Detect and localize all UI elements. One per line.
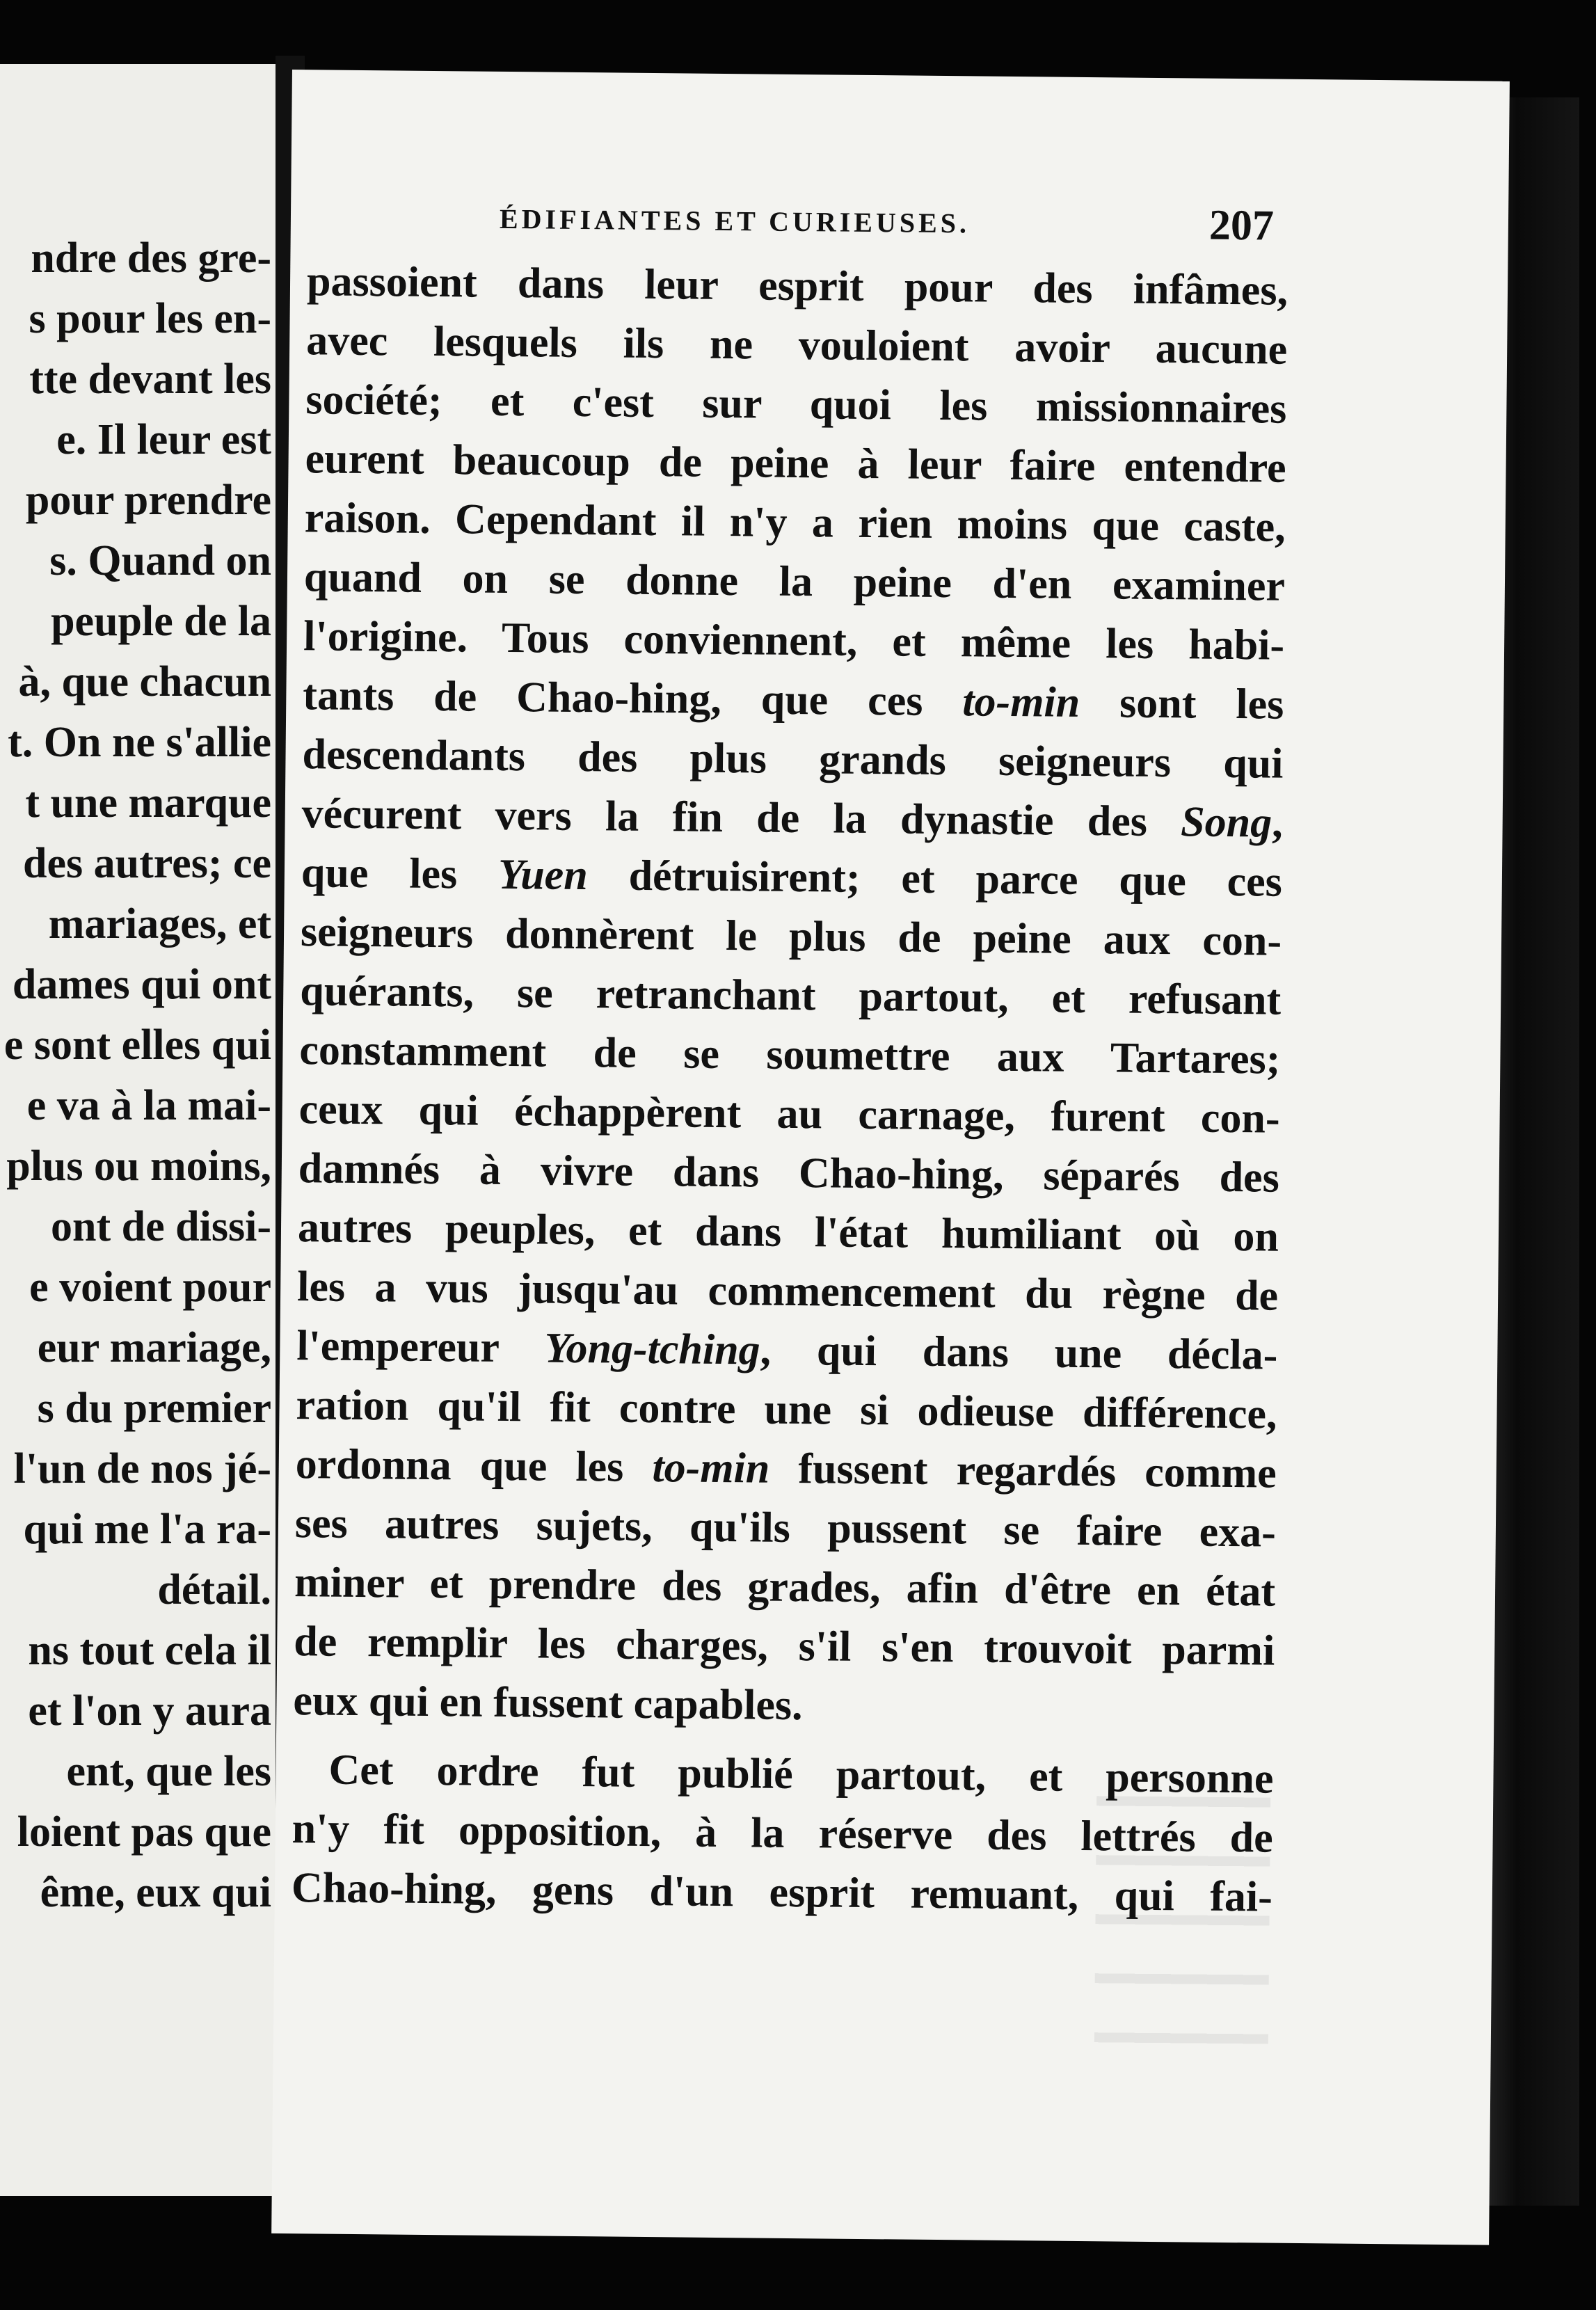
text-line: ses autres sujets, qu'ils pussent se faire exa-: [294, 1499, 1277, 1556]
left-page-line: à, que chacun: [18, 658, 271, 706]
left-page-line: et l'on y aura: [28, 1687, 271, 1735]
left-page-line: e sont elles qui: [3, 1021, 271, 1069]
text-line: ration qu'il fit contre une si odieuse différence,: [296, 1381, 1277, 1438]
text-line: quérants, se retranchant partout, et refusant: [299, 967, 1282, 1024]
text-line: l'origine. Tous conviennent, et même les habi-: [303, 612, 1285, 669]
left-page-line: mariages, et: [48, 900, 271, 948]
left-page-line: dames qui ont: [12, 961, 271, 1008]
text-line: ordonna que les to-min fussent regardés comme: [295, 1440, 1277, 1497]
text-line: raison. Cependant il n'y a rien moins que caste,: [304, 494, 1286, 551]
left-page-line: des autres; ce: [23, 840, 271, 887]
left-page-line: loient pas que: [17, 1808, 271, 1856]
left-page-line: e va à la mai-: [26, 1082, 271, 1129]
left-page-line: l'un de nos jé-: [13, 1445, 271, 1492]
text-line: Cet ordre fut publié partout, et personne: [328, 1746, 1274, 1803]
text-line: les a vus jusqu'au commencement du règne de: [296, 1263, 1279, 1320]
left-page-line: s pour les en-: [29, 295, 271, 342]
text-line: tants de Chao-hing, que ces to-min sont les: [303, 671, 1284, 728]
text-line: Chao-hing, gens d'un esprit remuant, qui fai-: [291, 1864, 1273, 1921]
text-line: eurent beaucoup de peine à leur faire entendre: [305, 435, 1286, 492]
text-line: société; et c'est sur quoi les missionnaires: [305, 376, 1287, 433]
text-line: n'y fit opposition, à la réserve des lettrés de: [292, 1805, 1273, 1862]
left-page-line: t. On ne s'allie: [8, 719, 271, 766]
left-page-line: ême, eux qui: [40, 1869, 271, 1916]
left-page-fragment: [0, 64, 282, 2196]
page-number: 207: [1208, 201, 1275, 250]
text-line: eux qui en fussent capables.: [293, 1677, 803, 1730]
left-page-line: eur mariage,: [37, 1324, 271, 1371]
text-line: autres peuples, et dans l'état humiliant où on: [297, 1204, 1279, 1261]
left-page-line: qui me l'a ra-: [23, 1506, 271, 1553]
text-line: que les Yuen détruisirent; et parce que ces: [301, 849, 1283, 906]
running-head: ÉDIFIANTES ET CURIEUSES.: [499, 202, 971, 239]
left-page-line: t une marque: [25, 779, 271, 827]
text-line: constamment de se soumettre aux Tartares;: [299, 1026, 1281, 1083]
left-page-line: s du premier: [37, 1385, 271, 1432]
text-line: l'empereur Yong-tching, qui dans une décla-: [296, 1322, 1278, 1379]
left-page-line: pour prendre: [25, 477, 271, 524]
right-page: [271, 70, 1510, 2245]
text-line: miner et prendre des grades, afin d'être en état: [294, 1559, 1276, 1616]
left-page-line: ndre des gre-: [31, 234, 271, 282]
text-line: passoient dans leur esprit pour des infâmes,: [306, 257, 1288, 314]
left-page-line: plus ou moins,: [6, 1142, 271, 1190]
left-page-line: e voient pour: [29, 1264, 271, 1311]
text-line: descendants des plus grands seigneurs qui: [302, 731, 1284, 788]
left-page-line: tte devant les: [29, 356, 271, 403]
left-page-line: e. Il leur est: [56, 416, 271, 463]
text-line: avec lesquels ils ne vouloient avoir aucune: [305, 317, 1288, 374]
left-page-line: ont de dissi-: [51, 1203, 271, 1250]
left-page-line: s. Quand on: [49, 537, 271, 584]
text-line: vécurent vers la fin de la dynastie des Song,: [301, 790, 1283, 847]
left-page-line: détail.: [157, 1566, 271, 1614]
text-line: quand on se donne la peine d'en examiner: [303, 553, 1286, 610]
text-line: ceux qui échappèrent au carnage, furent con-: [298, 1085, 1280, 1142]
text-line: seigneurs donnèrent le plus de peine aux con-: [300, 908, 1282, 965]
body-text: [292, 252, 1288, 1927]
text-line: de remplir les charges, s'il s'en trouvoit parmi: [293, 1618, 1275, 1675]
left-page-line: ns tout cela il: [28, 1627, 271, 1674]
text-line: damnés à vivre dans Chao-hing, séparés des: [298, 1145, 1280, 1202]
left-page-line: ent, que les: [66, 1748, 271, 1795]
left-page-line: peuple de la: [51, 598, 271, 645]
